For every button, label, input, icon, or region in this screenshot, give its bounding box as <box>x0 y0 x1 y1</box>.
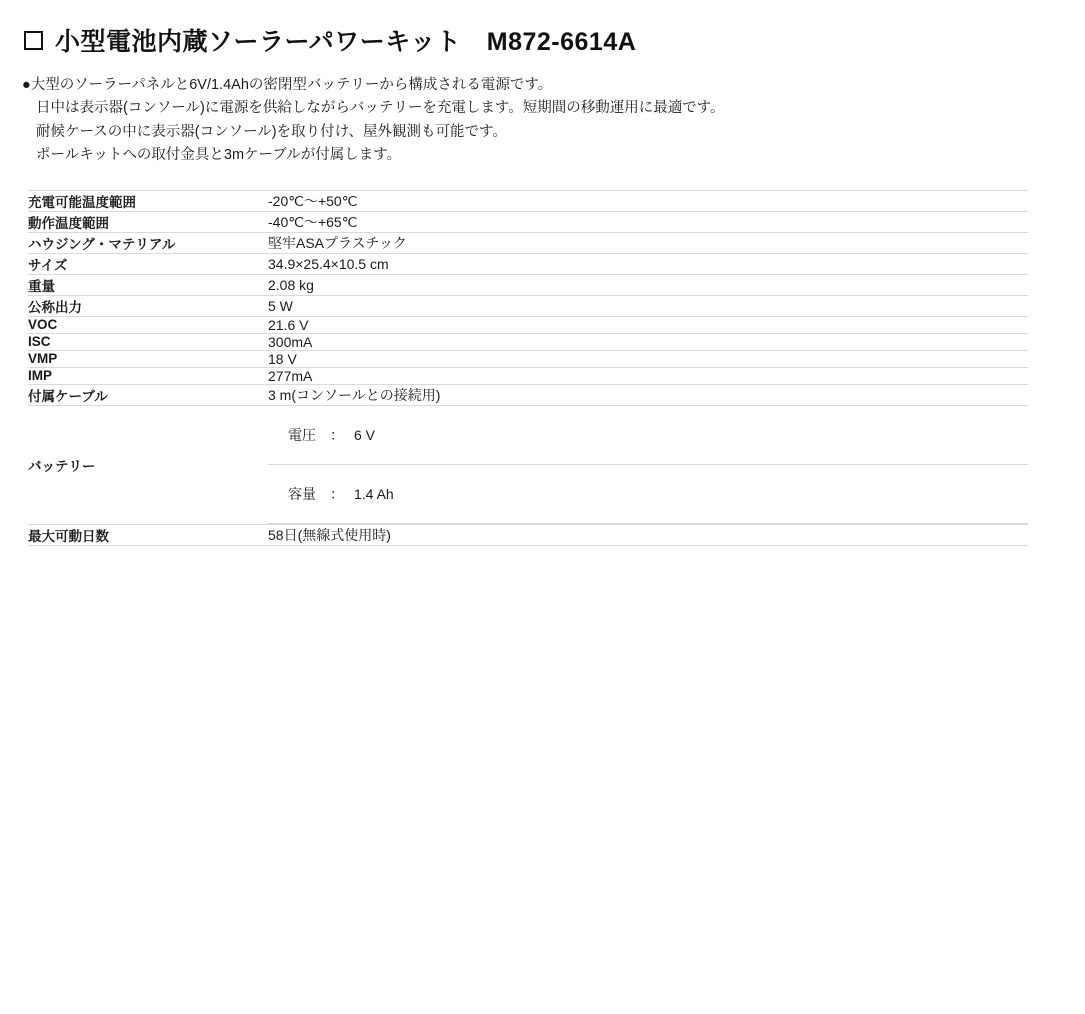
description-line: 耐候ケースの中に表示器(コンソール)を取り付け、屋外観測も可能です。 <box>36 123 507 140</box>
table-row <box>28 190 1028 211</box>
battery-capacity-label: 容量 <box>288 485 316 502</box>
table-row <box>28 253 1028 274</box>
table-row <box>268 464 1028 523</box>
table-row <box>28 350 1028 367</box>
battery-voltage-label: 電圧 <box>288 426 316 443</box>
battery-voltage-value: 6 V <box>354 426 376 443</box>
spec-label: IMP <box>28 368 53 384</box>
spec-value: 2.08 kg <box>268 276 314 293</box>
spec-value: 300mA <box>268 333 313 350</box>
table-row <box>268 406 1028 465</box>
table-row <box>28 295 1028 316</box>
spec-label: バッテリー <box>28 458 96 474</box>
spec-value: -40℃〜+65℃ <box>268 213 358 230</box>
spec-label: VOC <box>28 317 58 333</box>
table-row <box>28 232 1028 253</box>
spec-label: サイズ <box>28 257 68 273</box>
battery-voltage-row <box>268 406 1028 465</box>
spec-label: 動作温度範囲 <box>28 215 109 231</box>
spec-label: 公称出力 <box>28 299 82 315</box>
spec-value: 18 V <box>268 350 297 367</box>
table-row <box>28 367 1028 384</box>
spec-value: -20℃〜+50℃ <box>268 192 358 209</box>
battery-capacity-separator: ： <box>330 485 344 502</box>
table-row-battery <box>28 405 1028 524</box>
specifications-section <box>0 168 1085 546</box>
table-row <box>28 274 1028 295</box>
spec-value: 34.9×25.4×10.5 cm <box>268 255 389 272</box>
product-description <box>0 64 1085 168</box>
page-title-text: 小型電池内蔵ソーラーパワーキット M872-6614A <box>55 28 637 56</box>
table-row <box>28 333 1028 350</box>
table-row <box>28 384 1028 405</box>
spec-label: 充電可能温度範囲 <box>28 194 136 210</box>
description-line: 日中は表示器(コンソール)に電源を供給しながらバッテリーを充電します。短期間の移動運用に最適です。 <box>36 100 725 117</box>
page-title <box>0 14 1085 64</box>
spec-label: 重量 <box>28 278 55 294</box>
spec-value: 堅牢ASAプラスチック <box>268 234 407 251</box>
spec-label: ISC <box>28 334 51 350</box>
spec-label: VMP <box>28 351 58 367</box>
table-row <box>28 524 1028 545</box>
battery-voltage-separator: ： <box>330 426 344 443</box>
spec-label: 付属ケーブル <box>28 388 108 404</box>
battery-subtable-cell <box>268 405 1028 524</box>
spec-value: 3 m(コンソールとの接続用) <box>268 386 441 403</box>
battery-capacity-row <box>268 464 1028 523</box>
spec-value: 5 W <box>268 297 293 314</box>
spec-label: 最大可動日数 <box>28 528 109 544</box>
spec-value: 21.6 V <box>268 316 309 333</box>
battery-subtable <box>268 406 1028 524</box>
battery-capacity-value: 1.4 Ah <box>354 485 394 502</box>
description-line: ●大型のソーラーパネルと6V/1.4Ahの密閉型バッテリーから構成される電源です。 <box>22 77 553 93</box>
specifications-table <box>28 190 1028 546</box>
spec-label: ハウジング・マテリアル <box>28 236 176 252</box>
table-row <box>28 211 1028 232</box>
spec-value: 58日(無線式使用時) <box>268 526 391 543</box>
description-line: ポールキットへの取付金具と3mケーブルが付属します。 <box>36 147 402 164</box>
square-bullet-icon <box>24 31 43 50</box>
table-row <box>28 316 1028 333</box>
spec-value: 277mA <box>268 367 313 384</box>
